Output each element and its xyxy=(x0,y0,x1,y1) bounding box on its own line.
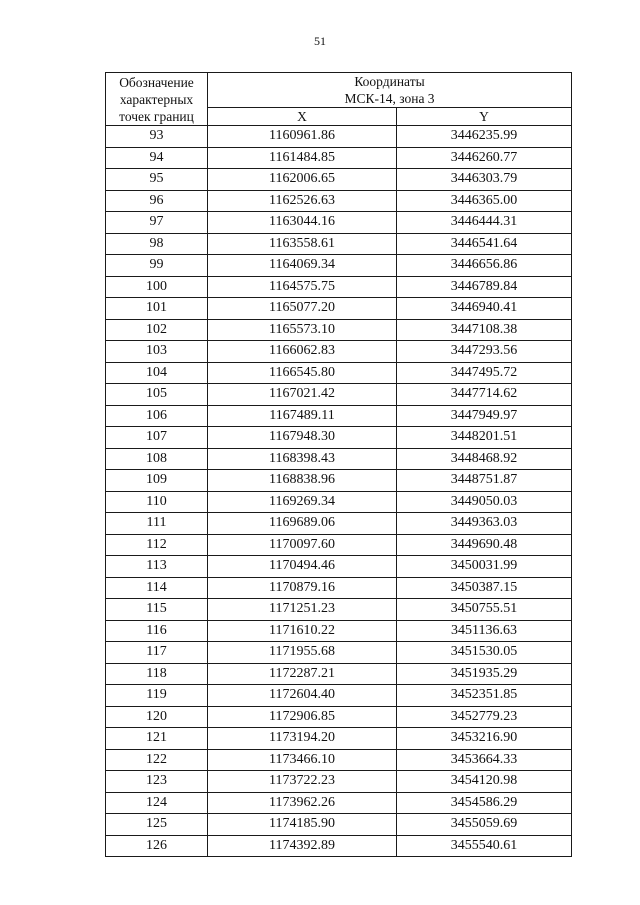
table-row xyxy=(106,470,572,492)
y-coordinate-cell: 3446303.79 xyxy=(397,169,572,191)
x-coordinate-cell: 1161484.85 xyxy=(208,147,397,169)
y-coordinate-cell: 3450755.51 xyxy=(397,599,572,621)
x-coordinate-cell: 1172287.21 xyxy=(208,663,397,685)
table-row xyxy=(106,341,572,363)
x-coordinate-cell: 1172906.85 xyxy=(208,706,397,728)
point-id-cell: 123 xyxy=(106,771,208,793)
x-coordinate-cell: 1173962.26 xyxy=(208,792,397,814)
point-id-cell: 114 xyxy=(106,577,208,599)
x-coordinate-cell: 1160961.86 xyxy=(208,126,397,148)
y-coordinate-cell: 3449363.03 xyxy=(397,513,572,535)
y-coordinate-cell: 3453664.33 xyxy=(397,749,572,771)
point-label-header: Обозначение характерных точек границ xyxy=(106,73,208,126)
y-coordinate-cell: 3446940.41 xyxy=(397,298,572,320)
y-coordinate-cell: 3451935.29 xyxy=(397,663,572,685)
y-coordinate-cell: 3446260.77 xyxy=(397,147,572,169)
table-row xyxy=(106,276,572,298)
y-coordinate-cell: 3446365.00 xyxy=(397,190,572,212)
point-id-cell: 115 xyxy=(106,599,208,621)
point-id-cell: 96 xyxy=(106,190,208,212)
table-row xyxy=(106,577,572,599)
x-coordinate-cell: 1170097.60 xyxy=(208,534,397,556)
table-row xyxy=(106,212,572,234)
table-row xyxy=(106,706,572,728)
y-coordinate-cell: 3451136.63 xyxy=(397,620,572,642)
table-row xyxy=(106,362,572,384)
y-coordinate-cell: 3452779.23 xyxy=(397,706,572,728)
point-id-cell: 117 xyxy=(106,642,208,664)
table-row xyxy=(106,491,572,513)
point-id-cell: 99 xyxy=(106,255,208,277)
x-coordinate-cell: 1171610.22 xyxy=(208,620,397,642)
point-id-cell: 121 xyxy=(106,728,208,750)
x-coordinate-cell: 1164069.34 xyxy=(208,255,397,277)
y-coordinate-cell: 3453216.90 xyxy=(397,728,572,750)
table-row xyxy=(106,255,572,277)
table-row xyxy=(106,534,572,556)
table-row xyxy=(106,599,572,621)
x-coordinate-cell: 1166545.80 xyxy=(208,362,397,384)
x-coordinate-cell: 1164575.75 xyxy=(208,276,397,298)
point-id-cell: 105 xyxy=(106,384,208,406)
x-coordinate-cell: 1163044.16 xyxy=(208,212,397,234)
y-coordinate-cell: 3447495.72 xyxy=(397,362,572,384)
y-coordinate-cell: 3452351.85 xyxy=(397,685,572,707)
x-coordinate-cell: 1167489.11 xyxy=(208,405,397,427)
y-coordinate-cell: 3448468.92 xyxy=(397,448,572,470)
table-row xyxy=(106,169,572,191)
table-row xyxy=(106,835,572,857)
table-row xyxy=(106,427,572,449)
y-coordinate-cell: 3454586.29 xyxy=(397,792,572,814)
x-coordinate-cell: 1170879.16 xyxy=(208,577,397,599)
x-coordinate-cell: 1173466.10 xyxy=(208,749,397,771)
x-coordinate-cell: 1167948.30 xyxy=(208,427,397,449)
y-coordinate-cell: 3449690.48 xyxy=(397,534,572,556)
y-coordinate-cell: 3447108.38 xyxy=(397,319,572,341)
table-row xyxy=(106,405,572,427)
point-id-cell: 104 xyxy=(106,362,208,384)
point-id-cell: 118 xyxy=(106,663,208,685)
y-coordinate-cell: 3448751.87 xyxy=(397,470,572,492)
y-coordinate-cell: 3447949.97 xyxy=(397,405,572,427)
x-coordinate-cell: 1169689.06 xyxy=(208,513,397,535)
table-row xyxy=(106,319,572,341)
y-coordinate-cell: 3446656.86 xyxy=(397,255,572,277)
x-coordinate-cell: 1163558.61 xyxy=(208,233,397,255)
point-id-cell: 122 xyxy=(106,749,208,771)
point-id-cell: 120 xyxy=(106,706,208,728)
table-row xyxy=(106,298,572,320)
table-row xyxy=(106,384,572,406)
x-coordinate-cell: 1172604.40 xyxy=(208,685,397,707)
table-row xyxy=(106,814,572,836)
x-coordinate-cell: 1169269.34 xyxy=(208,491,397,513)
y-coordinate-cell: 3446444.31 xyxy=(397,212,572,234)
coordinates-header xyxy=(208,73,572,108)
table-row xyxy=(106,448,572,470)
point-id-cell: 116 xyxy=(106,620,208,642)
y-coordinate-cell: 3446789.84 xyxy=(397,276,572,298)
point-id-cell: 111 xyxy=(106,513,208,535)
y-coordinate-cell: 3449050.03 xyxy=(397,491,572,513)
point-id-cell: 100 xyxy=(106,276,208,298)
y-coordinate-cell: 3447714.62 xyxy=(397,384,572,406)
table-row xyxy=(106,513,572,535)
y-coordinate-cell: 3446541.64 xyxy=(397,233,572,255)
table-row xyxy=(106,663,572,685)
point-id-cell: 112 xyxy=(106,534,208,556)
page-number: 51 xyxy=(314,34,326,48)
table-row xyxy=(106,685,572,707)
point-id-cell: 125 xyxy=(106,814,208,836)
x-coordinate-cell: 1170494.46 xyxy=(208,556,397,578)
y-coordinate-cell: 3448201.51 xyxy=(397,427,572,449)
point-id-cell: 113 xyxy=(106,556,208,578)
x-coordinate-cell: 1168398.43 xyxy=(208,448,397,470)
y-coordinate-cell: 3450387.15 xyxy=(397,577,572,599)
y-coordinate-cell: 3451530.05 xyxy=(397,642,572,664)
x-coordinate-cell: 1162526.63 xyxy=(208,190,397,212)
y-coordinate-cell: 3447293.56 xyxy=(397,341,572,363)
point-id-cell: 126 xyxy=(106,835,208,857)
y-coordinate-cell: 3455059.69 xyxy=(397,814,572,836)
x-coordinate-cell: 1174392.89 xyxy=(208,835,397,857)
point-id-cell: 94 xyxy=(106,147,208,169)
point-id-cell: 102 xyxy=(106,319,208,341)
point-id-cell: 119 xyxy=(106,685,208,707)
table-row xyxy=(106,556,572,578)
point-id-cell: 107 xyxy=(106,427,208,449)
table-row xyxy=(106,792,572,814)
table-row xyxy=(106,147,572,169)
table-row xyxy=(106,642,572,664)
table-row xyxy=(106,771,572,793)
table-row xyxy=(106,190,572,212)
x-coordinate-cell: 1171955.68 xyxy=(208,642,397,664)
point-id-cell: 95 xyxy=(106,169,208,191)
x-coordinate-cell: 1162006.65 xyxy=(208,169,397,191)
x-coordinate-cell: 1165077.20 xyxy=(208,298,397,320)
y-coordinate-cell: 3446235.99 xyxy=(397,126,572,148)
table-header xyxy=(106,73,572,126)
point-id-cell: 108 xyxy=(106,448,208,470)
point-id-cell: 109 xyxy=(106,470,208,492)
x-coordinate-cell: 1165573.10 xyxy=(208,319,397,341)
point-id-cell: 98 xyxy=(106,233,208,255)
x-coordinate-cell: 1167021.42 xyxy=(208,384,397,406)
y-coordinate-cell: 3454120.98 xyxy=(397,771,572,793)
coordinates-table xyxy=(105,72,572,857)
table-row xyxy=(106,728,572,750)
y-coordinate-cell: 3450031.99 xyxy=(397,556,572,578)
point-id-cell: 93 xyxy=(106,126,208,148)
point-id-cell: 97 xyxy=(106,212,208,234)
coordinate-system: МСК-14, зона 3 xyxy=(344,91,435,106)
x-coordinate-cell: 1173194.20 xyxy=(208,728,397,750)
y-column-header: Y xyxy=(397,108,572,126)
table-row xyxy=(106,126,572,148)
point-id-cell: 103 xyxy=(106,341,208,363)
x-coordinate-cell: 1171251.23 xyxy=(208,599,397,621)
x-coordinate-cell: 1168838.96 xyxy=(208,470,397,492)
y-coordinate-cell: 3455540.61 xyxy=(397,835,572,857)
point-id-cell: 124 xyxy=(106,792,208,814)
point-id-cell: 101 xyxy=(106,298,208,320)
x-coordinate-cell: 1166062.83 xyxy=(208,341,397,363)
table-row xyxy=(106,620,572,642)
coordinates-title: Координаты xyxy=(354,74,425,89)
point-id-cell: 106 xyxy=(106,405,208,427)
x-coordinate-cell: 1174185.90 xyxy=(208,814,397,836)
x-coordinate-cell: 1173722.23 xyxy=(208,771,397,793)
point-id-cell: 110 xyxy=(106,491,208,513)
table-body xyxy=(106,126,572,857)
table-row xyxy=(106,233,572,255)
x-column-header: X xyxy=(208,108,397,126)
table-row xyxy=(106,749,572,771)
